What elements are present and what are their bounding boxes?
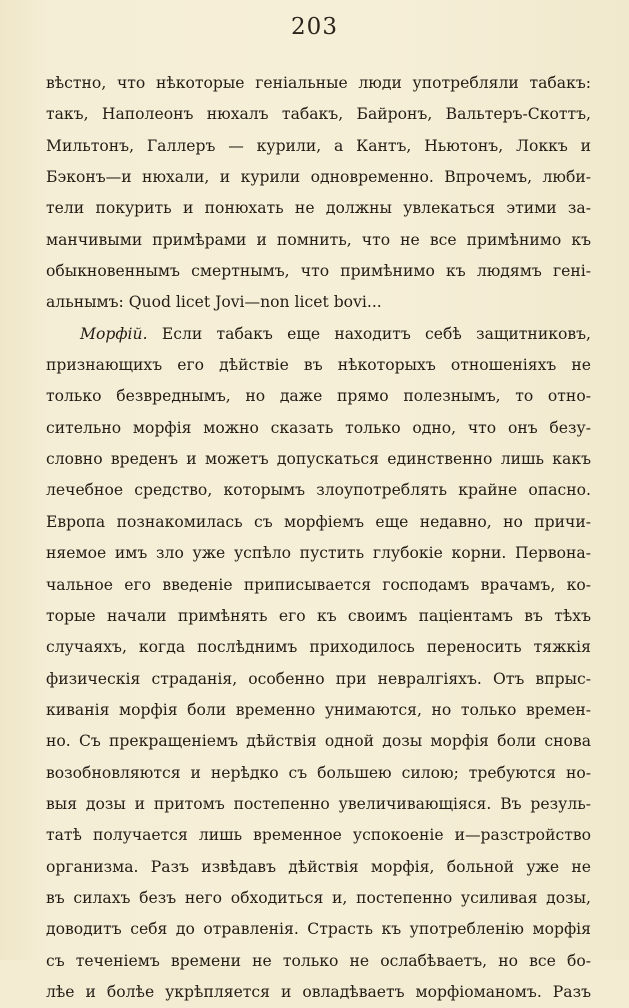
page-number: 203	[291, 14, 338, 40]
text-line: выя дозы и притомъ постепенно увеличивающіяся. Въ резуль-	[46, 794, 591, 813]
text-line: Бэконъ—и нюхали, и курили одновременно. Впрочемъ, люби-	[46, 168, 591, 187]
text-line: но. Съ прекращеніемъ дѣйствія одной дозы морфія боли снова	[46, 732, 591, 751]
text-line: признающихъ его дѣйствіе въ нѣкоторыхъ отношеніяхъ не	[46, 356, 591, 375]
text-line: доводитъ себя до отравленія. Страсть къ употребленію морфія	[46, 920, 591, 939]
section-lead-morphine: Морфій.	[80, 324, 148, 343]
text-line: возобновляются и нерѣдко съ большею силою; требуются но-	[46, 763, 591, 782]
text-line: лѣе и болѣе укрѣпляется и овладѣваетъ морфіоманомъ. Разъ	[46, 982, 591, 1001]
text-line: такъ, Наполеонъ нюхалъ табакъ, Байронъ, Вальтеръ-Скоттъ,	[46, 105, 591, 124]
text-line: чальное его введеніе приписывается господамъ врачамъ, ко-	[46, 575, 591, 594]
paragraph-tobacco-ending	[46, 68, 591, 319]
text-line: организма. Разъ извѣдавъ дѣйствія морфія, больной уже не	[46, 857, 591, 876]
text-line	[46, 319, 591, 350]
text-line: случаяхъ, когда послѣднимъ приходилось переносить тяжкія	[46, 638, 591, 657]
text-line: торые начали примѣнять его къ своимъ паціентамъ въ тѣхъ	[46, 606, 591, 625]
text-line: тели покурить и понюхать не должны увлекаться этими за-	[46, 199, 591, 218]
text-line: съ теченіемъ времени не только не ослабѣваетъ, но все бо-	[46, 951, 591, 970]
text-line: Европа познакомилась съ морфіемъ еще недавно, но причи-	[46, 512, 591, 531]
text-line: киванія морфія боли временно унимаются, но только времен-	[46, 700, 591, 719]
text-line: сительно морфія можно сказать только одно, что онъ безу-	[46, 418, 591, 437]
paragraph-morphine	[46, 319, 591, 1008]
text-line: манчивыми примѣрами и помнить, что не все примѣнимо къ	[46, 230, 591, 249]
text-line: словно вреденъ и можетъ допускаться единственно лишь какъ	[46, 450, 591, 469]
body-text	[46, 68, 591, 1008]
text-line: Мильтонъ, Галлеръ — курили, а Кантъ, Ньютонъ, Локкъ и	[46, 136, 591, 155]
text-line: татѣ получается лишь временное успокоеніе и—разстройство	[46, 826, 591, 845]
text-line: обыкновеннымъ смертнымъ, что примѣнимо къ людямъ гені-	[46, 262, 591, 281]
text-line: только безвреднымъ, но даже прямо полезнымъ, то отно-	[46, 387, 591, 406]
text-line: вѣстно, что нѣкоторые геніальные люди употребляли табакъ:	[46, 74, 591, 92]
text-line: въ силахъ безъ него обходиться и, постепенно усиливая дозы,	[46, 888, 591, 907]
text-line: лечебное средство, которымъ злоупотреблять крайне опасно.	[46, 481, 591, 500]
text-line: няемое имъ зло уже успѣло пустить глубокіе корни. Первона-	[46, 544, 591, 563]
text-line: физическія страданія, особенно при невралгіяхъ. Отъ впрыс-	[46, 669, 591, 688]
text-line: альнымъ: Quod licet Jovi—non licet bovi...	[46, 293, 382, 312]
text-line-rest: Если табакъ еще находитъ себѣ защитниковъ,	[147, 324, 591, 343]
